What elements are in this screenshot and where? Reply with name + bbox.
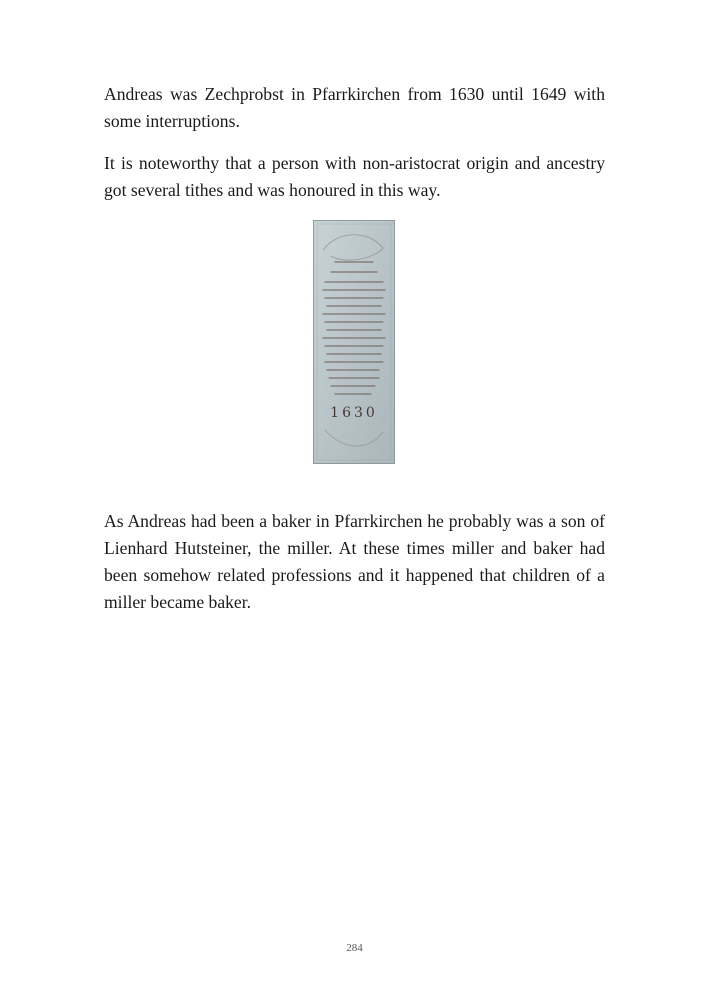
paragraph-zechprobst: Andreas was Zechprobst in Pfarrkirchen from 1630 until 1649 with some interruptions. — [104, 84, 605, 131]
page-number: 284 — [346, 942, 363, 954]
gravestone-year: 1630 — [330, 405, 378, 421]
paragraph-tithes: It is noteworthy that a person with non-aristocrat origin and ancestry got several tithes and was honoured in this way. — [104, 153, 605, 200]
paragraph-baker: As Andreas had been a baker in Pfarrkirchen he probably was a son of Lienhard Hutsteiner, the miller. At these times miller and baker had been somehow related professions and it happened that children of a miller became baker. — [104, 511, 605, 612]
gravestone-photo — [313, 220, 395, 464]
